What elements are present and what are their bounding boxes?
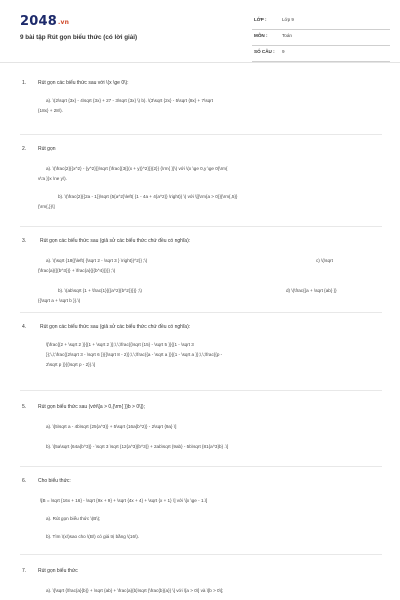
meta-value: Toán — [282, 33, 292, 38]
meta-row-count — [252, 46, 390, 62]
question-stem: Rút gọn các biểu thức sau (giả sử các biểu thức chứ đều có nghĩa): — [40, 324, 191, 330]
document-title: 9 bài tập Rút gọn biểu thức (có lời giải) — [20, 34, 138, 41]
question-line: a). \[\sqrt {\frac{a}{b}} + \sqrt {ab} + \frac{a}{b}\sqrt {\frac{b}{a}} \] với \[a > 0\] và \[b > 0\]; — [46, 588, 224, 593]
logo-suffix: .vn — [57, 19, 70, 26]
question-line: {\rm{,}}\] — [38, 204, 55, 209]
question-stem: Cho biểu thức: — [38, 478, 71, 484]
question-line: b). \[5a\sqrt {64a{b^3}} - \sqrt 3 \sqrt {12{a^3}{b^3}} + 2ab\sqrt {9ab} - 5b\sqrt {81{a^3}b} .\] — [46, 444, 229, 449]
question-divider — [20, 390, 382, 391]
question-number: 6. — [22, 478, 27, 484]
question-divider — [20, 134, 382, 135]
meta-key: LỚP : — [254, 17, 267, 22]
question-number: 1. — [22, 80, 27, 86]
meta-row-subject — [252, 30, 390, 46]
question-line: c) \(\sqrt — [316, 258, 333, 263]
question-line: b). \(\frac{2}{{2a - 1}}\sqrt {5{a^2}\left( {1 - 4a + 4{a^2}} \right)} \) với \[{\rm{a > 0}}{\rm{,5}} — [58, 194, 238, 199]
question-line: v\'a }}x \ne y\). — [38, 176, 67, 181]
question-number: 3. — [22, 238, 27, 244]
question-line: 2\sqrt p }}{{\sqrt p - 2}}.\] — [46, 362, 96, 367]
question-number: 7. — [22, 568, 27, 574]
question-line: {\frac{a}{{{b^3}}} + \frac{a}{{{b^4}}}}} ;\) — [38, 268, 116, 273]
question-line: b). \(ab\sqrt {1 + \frac{1}{{{a^2}{b^2}}}}} ;\) — [58, 288, 142, 293]
question-line: {18x} + 28\). — [38, 108, 63, 113]
question-line: a). \(\frac{2}{{x^2} - {y^2}}}\sqrt {\frac{{3{{(x + y)}^2}}}{2}} {\rm{ }}\) với \(x \ge 0,y \ge 0{\rm{ — [46, 166, 228, 171]
meta-key: MÔN : — [254, 33, 268, 38]
question-stem: Rút gọn biểu thức sau (với\[a > 0,{\rm{ }}b > 0\]); — [38, 404, 145, 410]
question-line: a). Rút gọn biểu thức \(B\); — [46, 516, 101, 521]
question-number: 4. — [22, 324, 27, 330]
question-divider — [20, 466, 382, 467]
logo-text: 2048 — [20, 14, 57, 29]
question-line: a). \(2\sqrt {3x} - 4\sqrt {3x} + 27 - 3\sqrt {3x} \) b). \(3\sqrt {2x} - 5\sqrt {8x} + 7\sqrt — [46, 98, 213, 103]
question-line: a). \(\sqrt {18{{\left( {\sqrt 2 - \sqrt 3 } \right)}^2}} ;\) — [46, 258, 148, 263]
question-line: \[B = \sqrt {16x + 16} - \sqrt {9x + 9} + \sqrt {4x + 4} + \sqrt {x + 1} \] với \[x \ge - 1.\] — [40, 498, 208, 503]
question-line: }};\,\;\frac{{2\sqrt 3 - \sqrt 6 }}{{\sqrt 8 - 2}};\,\;\frac{{a - \sqrt a }}{{1 - \sqrt a }};\,\;\frac{{p - — [46, 352, 223, 357]
question-line: a). \[5\sqrt a - 4b\sqrt {25{a^3}} + 5\sqrt {16a{b^2}} - 2\sqrt {9a} \] — [46, 424, 177, 429]
question-divider — [20, 226, 382, 227]
question-line: {{\sqrt a + \sqrt b }}.\) — [38, 298, 81, 303]
question-line: b). Tìm \(x\)sao cho \(B\) có giá trị bằng \(16\). — [46, 534, 140, 539]
site-logo[interactable] — [20, 14, 69, 29]
question-stem: Rút gọn biểu thức — [38, 568, 78, 574]
question-line: \[\frac{{2 + \sqrt 2 }}{{1 + \sqrt 2 }};\,\;\frac{{\sqrt {15} - \sqrt 5 }}{{1 - \sqrt 3 — [46, 342, 194, 347]
document-header — [0, 0, 400, 66]
meta-key: SỐ CÂU : — [254, 49, 275, 54]
question-line: d) \(\frac{{a + \sqrt {ab} }} — [286, 288, 337, 293]
question-stem: Rút gọn — [38, 146, 56, 152]
meta-row-class — [252, 14, 390, 30]
meta-value: Lớp 9 — [282, 17, 294, 22]
question-stem: Rút gọn các biểu thức sau với \(x \ge 0\): — [38, 80, 129, 86]
question-number: 2. — [22, 146, 27, 152]
question-number: 5. — [22, 404, 27, 410]
meta-value: 9 — [282, 49, 285, 54]
question-divider — [20, 554, 382, 555]
question-stem: Rút gọn các biểu thức sau (giả sử các biểu thức chứ đều có nghĩa): — [40, 238, 191, 244]
header-divider — [0, 62, 400, 63]
meta-table — [252, 14, 390, 62]
question-divider — [20, 312, 382, 313]
